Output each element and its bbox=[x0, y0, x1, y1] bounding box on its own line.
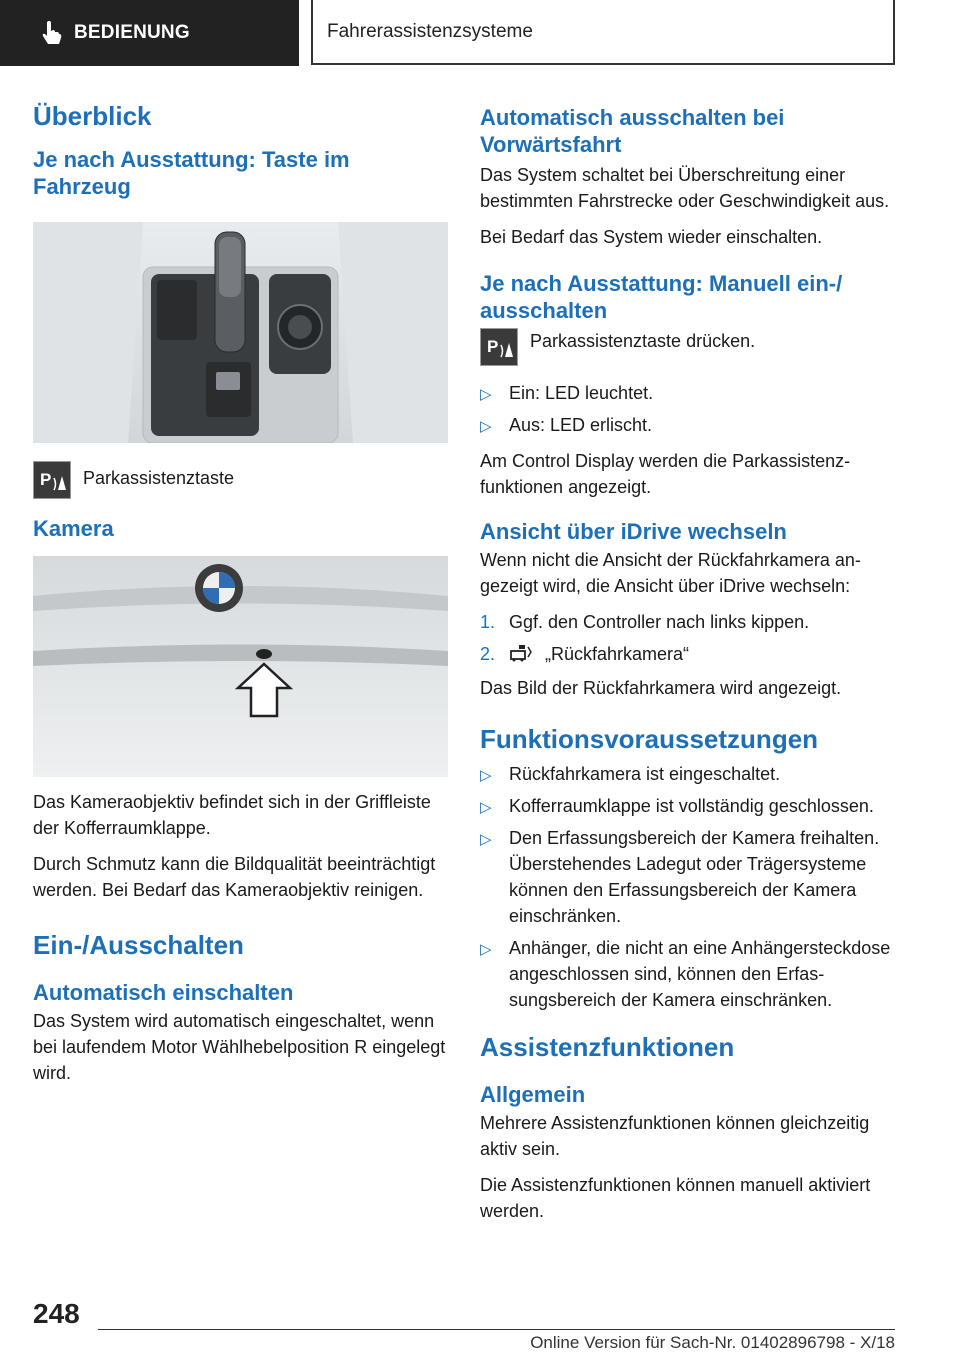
triangle-bullet-icon: ▷ bbox=[480, 418, 492, 435]
section-header bbox=[311, 0, 895, 65]
footer-divider bbox=[98, 1329, 895, 1330]
view-paragraph-2: Das Bild der Rückfahrkamera wird angezeigt. bbox=[480, 678, 842, 698]
heading-auto-on: Automatisch einschalten bbox=[33, 980, 294, 1005]
camera-photo bbox=[33, 556, 448, 777]
list-item: ▷ Aus: LED erlischt. bbox=[480, 412, 900, 438]
general-paragraph-2: Die Assistenzfunktionen können manuell aktiviert werden. bbox=[480, 1175, 871, 1221]
list-item: ▷ Ein: LED leuchtet. bbox=[480, 380, 900, 406]
list-item: ▷ Rückfahrkamera ist eingeschaltet. bbox=[480, 761, 900, 787]
triangle-bullet-icon: ▷ bbox=[480, 941, 492, 958]
manual-paragraph: Am Control Display werden die Parkassistenzfunktionen angezeigt. bbox=[480, 451, 851, 497]
heading-onoff: Ein-/Ausschalten bbox=[33, 930, 244, 960]
left-column bbox=[33, 100, 448, 1096]
list-item: ▷ Den Erfassungsbereich der Kamera freihalten. Überstehendes Ladegut oder Trägersysteme können den Erfassungsbereich der Kamera einschränken. bbox=[480, 828, 880, 926]
triangle-bullet-icon: ▷ bbox=[480, 831, 492, 848]
footer-version: Online Version für Sach-Nr. 01402896798 - X/18 bbox=[530, 1333, 895, 1352]
triangle-bullet-icon: ▷ bbox=[480, 767, 492, 784]
camera-paragraph-2: Durch Schmutz kann die Bildqualität beeinträchtigt werden. Bei Bedarf das Kameraobjektiv reinigen. bbox=[33, 854, 436, 900]
park-assist-icon: P bbox=[480, 328, 518, 366]
triangle-bullet-icon: ▷ bbox=[480, 386, 492, 403]
manual-button-line bbox=[480, 328, 900, 366]
heading-overview: Überblick bbox=[33, 101, 152, 131]
auto-off-paragraph-1: Das System schaltet bei Überschreitung einer bestimmten Fahrstrecke oder Geschwindigkeit aus. bbox=[480, 165, 890, 211]
park-button-label: Parkassistenztaste bbox=[83, 468, 235, 488]
heading-general: Allgemein bbox=[480, 1082, 586, 1107]
chapter-tab bbox=[0, 0, 299, 66]
triangle-bullet-icon: ▷ bbox=[480, 799, 492, 816]
section-label: Fahrerassistenzsysteme bbox=[327, 20, 533, 42]
page-number: 248 bbox=[33, 1298, 80, 1329]
manual-button-text: Parkassistenztaste drücken. bbox=[530, 331, 756, 351]
list-item: 1. Ggf. den Controller nach links kippen. bbox=[480, 612, 810, 632]
requirements-list bbox=[480, 761, 900, 1013]
hand-pointer-icon bbox=[40, 20, 62, 46]
park-assist-icon: P bbox=[33, 461, 71, 499]
view-steps bbox=[480, 609, 900, 667]
rear-camera-icon bbox=[509, 644, 535, 662]
heading-requirements: Funktionsvoraussetzungen bbox=[480, 724, 819, 754]
park-button-legend bbox=[33, 461, 448, 499]
list-item: 2. „Rückfahrkamera“ bbox=[480, 644, 690, 664]
heading-camera: Kamera bbox=[33, 516, 114, 541]
list-item: ▷ Kofferraumklappe ist vollständig geschlossen. bbox=[480, 793, 900, 819]
heading-view: Ansicht über iDrive wechseln bbox=[480, 519, 787, 544]
heading-assist: Assistenzfunktionen bbox=[480, 1032, 735, 1062]
chapter-label: BEDIENUNG bbox=[74, 22, 190, 43]
auto-on-paragraph: Das System wird automatisch eingeschaltet, wenn bei laufendem Motor Wählhebelposition R eingelegt wird. bbox=[33, 1011, 446, 1083]
general-paragraph-1: Mehrere Assistenzfunktionen können gleichzeitig aktiv sein. bbox=[480, 1113, 870, 1159]
heading-button: Je nach Ausstattung: Taste im Fahrzeug bbox=[33, 147, 350, 199]
console-photo bbox=[33, 222, 448, 443]
right-column bbox=[480, 104, 900, 1234]
heading-auto-off: Automatisch ausschalten bei Vorwärtsfahrt bbox=[480, 105, 785, 157]
view-paragraph: Wenn nicht die Ansicht der Rückfahrkamera angezeigt wird, die Ansicht über iDrive wechseln: bbox=[480, 550, 861, 596]
camera-paragraph-1: Das Kameraobjektiv befindet sich in der Griffleiste der Kofferraumklappe. bbox=[33, 792, 431, 838]
manual-state-list bbox=[480, 380, 900, 438]
auto-off-paragraph-2: Bei Bedarf das System wieder einschalten. bbox=[480, 227, 823, 247]
heading-manual: Je nach Ausstattung: Manuell ein-/ ausschalten bbox=[480, 271, 843, 323]
list-item: ▷ Anhänger, die nicht an eine Anhängersteckdose angeschlossen sind, können den Erfassungsbereich der Kamera einschränken. bbox=[480, 938, 891, 1010]
